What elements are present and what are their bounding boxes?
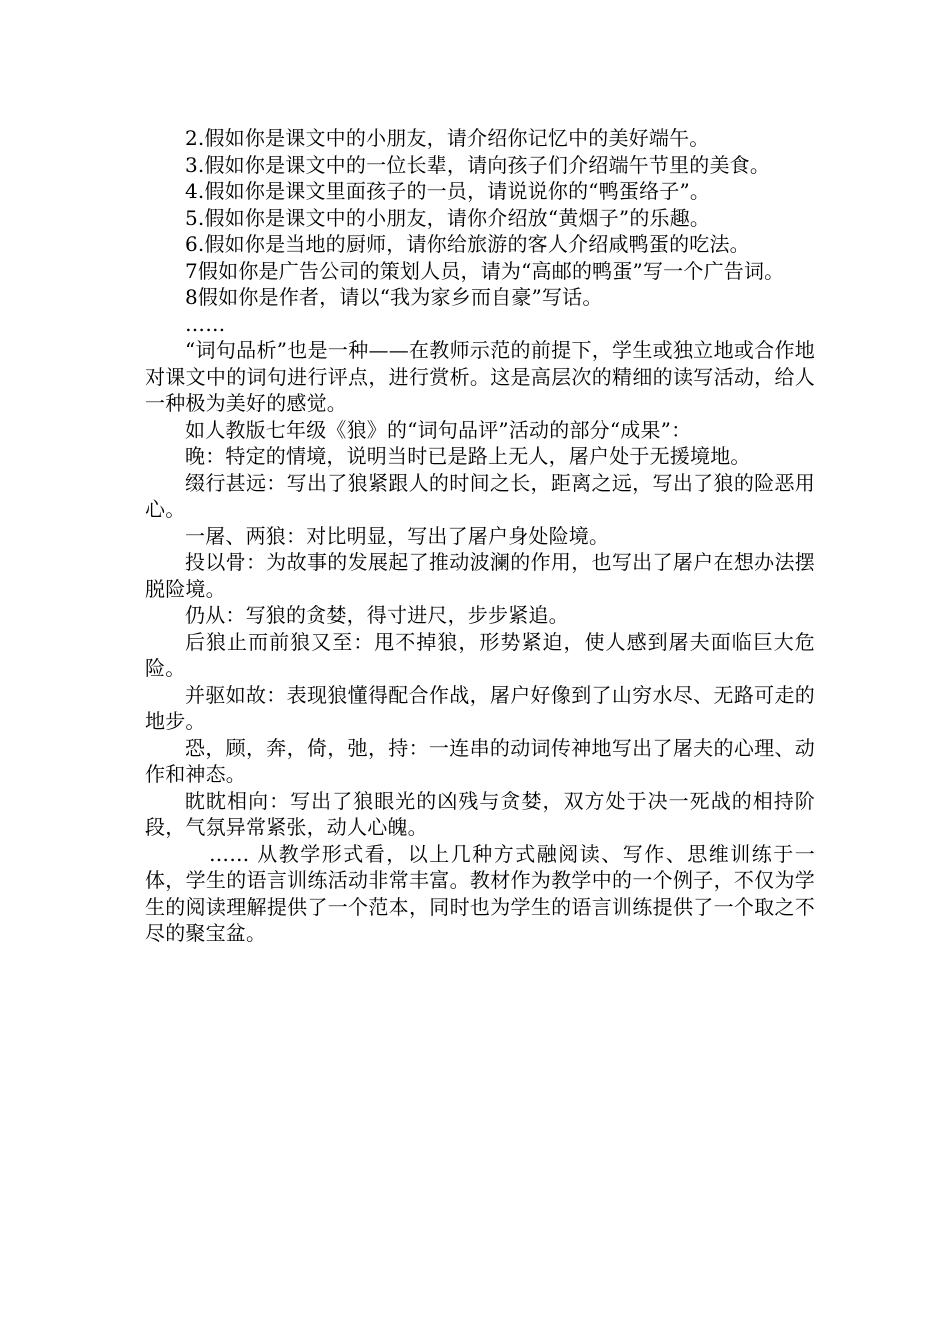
question-5: 5.假如你是课文中的小朋友，请你介绍放“黄烟子”的乐趣。	[185, 205, 711, 230]
analysis-item: 恐，顾，奔，倚，弛，持：一连串的动词传神地写出了屠夫的心理、动作和神态。	[145, 735, 815, 786]
word-analysis-intro: “词句品析”也是一种——在教师示范的前提下，学生或独立地或合作地对课文中的词句进行评点，进行赏析。这是高层次的精细的读写活动，给人一种极为美好的感觉。	[145, 338, 815, 415]
analysis-item: 投以骨：为故事的发展起了推动波澜的作用，也写出了屠户在想办法摆脱险境。	[145, 550, 815, 601]
analysis-item: 晚：特定的情境，说明当时已是路上无人，屠户处于无援境地。	[185, 444, 751, 468]
analysis-item: 仍从：写狼的贪婪，得寸进尺，步步紧追。	[185, 603, 569, 627]
question-8: 8假如你是作者，请以“我为家乡而自豪”写话。	[185, 285, 603, 309]
ellipsis-line: ……	[185, 311, 226, 336]
question-3: 3.假如你是课文中的一位长辈，请向孩子们介绍端午节里的美食。	[185, 152, 771, 177]
analysis-item: 后狼止而前狼又至：甩不掉狼，形势紧迫，使人感到屠夫面临巨大危险。	[145, 629, 815, 680]
analysis-item: 缀行甚远：写出了狼紧跟人的时间之长，距离之远，写出了狼的险恶用心。	[145, 470, 815, 521]
question-7: 7假如你是广告公司的策划人员，请为“高邮的鸭蛋”写一个广告词。	[185, 258, 785, 283]
analysis-item: 并驱如故：表现狼懂得配合作战，屠户好像到了山穷水尽、无路可走的地步。	[145, 682, 815, 733]
conclusion-paragraph: …… 从教学形式看，以上几种方式融阅读、写作、思维训练于一体，学生的语言训练活动非常丰富。教材作为教学中的一个例子，不仅为学生的阅读理解提供了一个范本，同时也为学生的语言训练提供了一个取之不尽的聚宝盆。	[145, 841, 815, 945]
question-4: 4.假如你是课文里面孩子的一员，请说说你的“鸭蛋络子”。	[185, 179, 711, 203]
wolf-example-intro: 如人教版七年级《狼》的“词句品评”活动的部分“成果”：	[185, 417, 692, 442]
question-2: 2.假如你是课文中的小朋友，请介绍你记忆中的美好端午。	[185, 126, 710, 150]
analysis-item: 眈眈相向：写出了狼眼光的凶残与贪婪，双方处于决一死战的相持阶段，气氛异常紧张，动人心魄。	[145, 788, 815, 839]
analysis-item: 一屠、两狼：对比明显，写出了屠户身处险境。	[185, 523, 610, 548]
document-page	[145, 125, 815, 947]
question-6: 6.假如你是当地的厨师，请你给旅游的客人介绍咸鸭蛋的吃法。	[185, 232, 750, 256]
